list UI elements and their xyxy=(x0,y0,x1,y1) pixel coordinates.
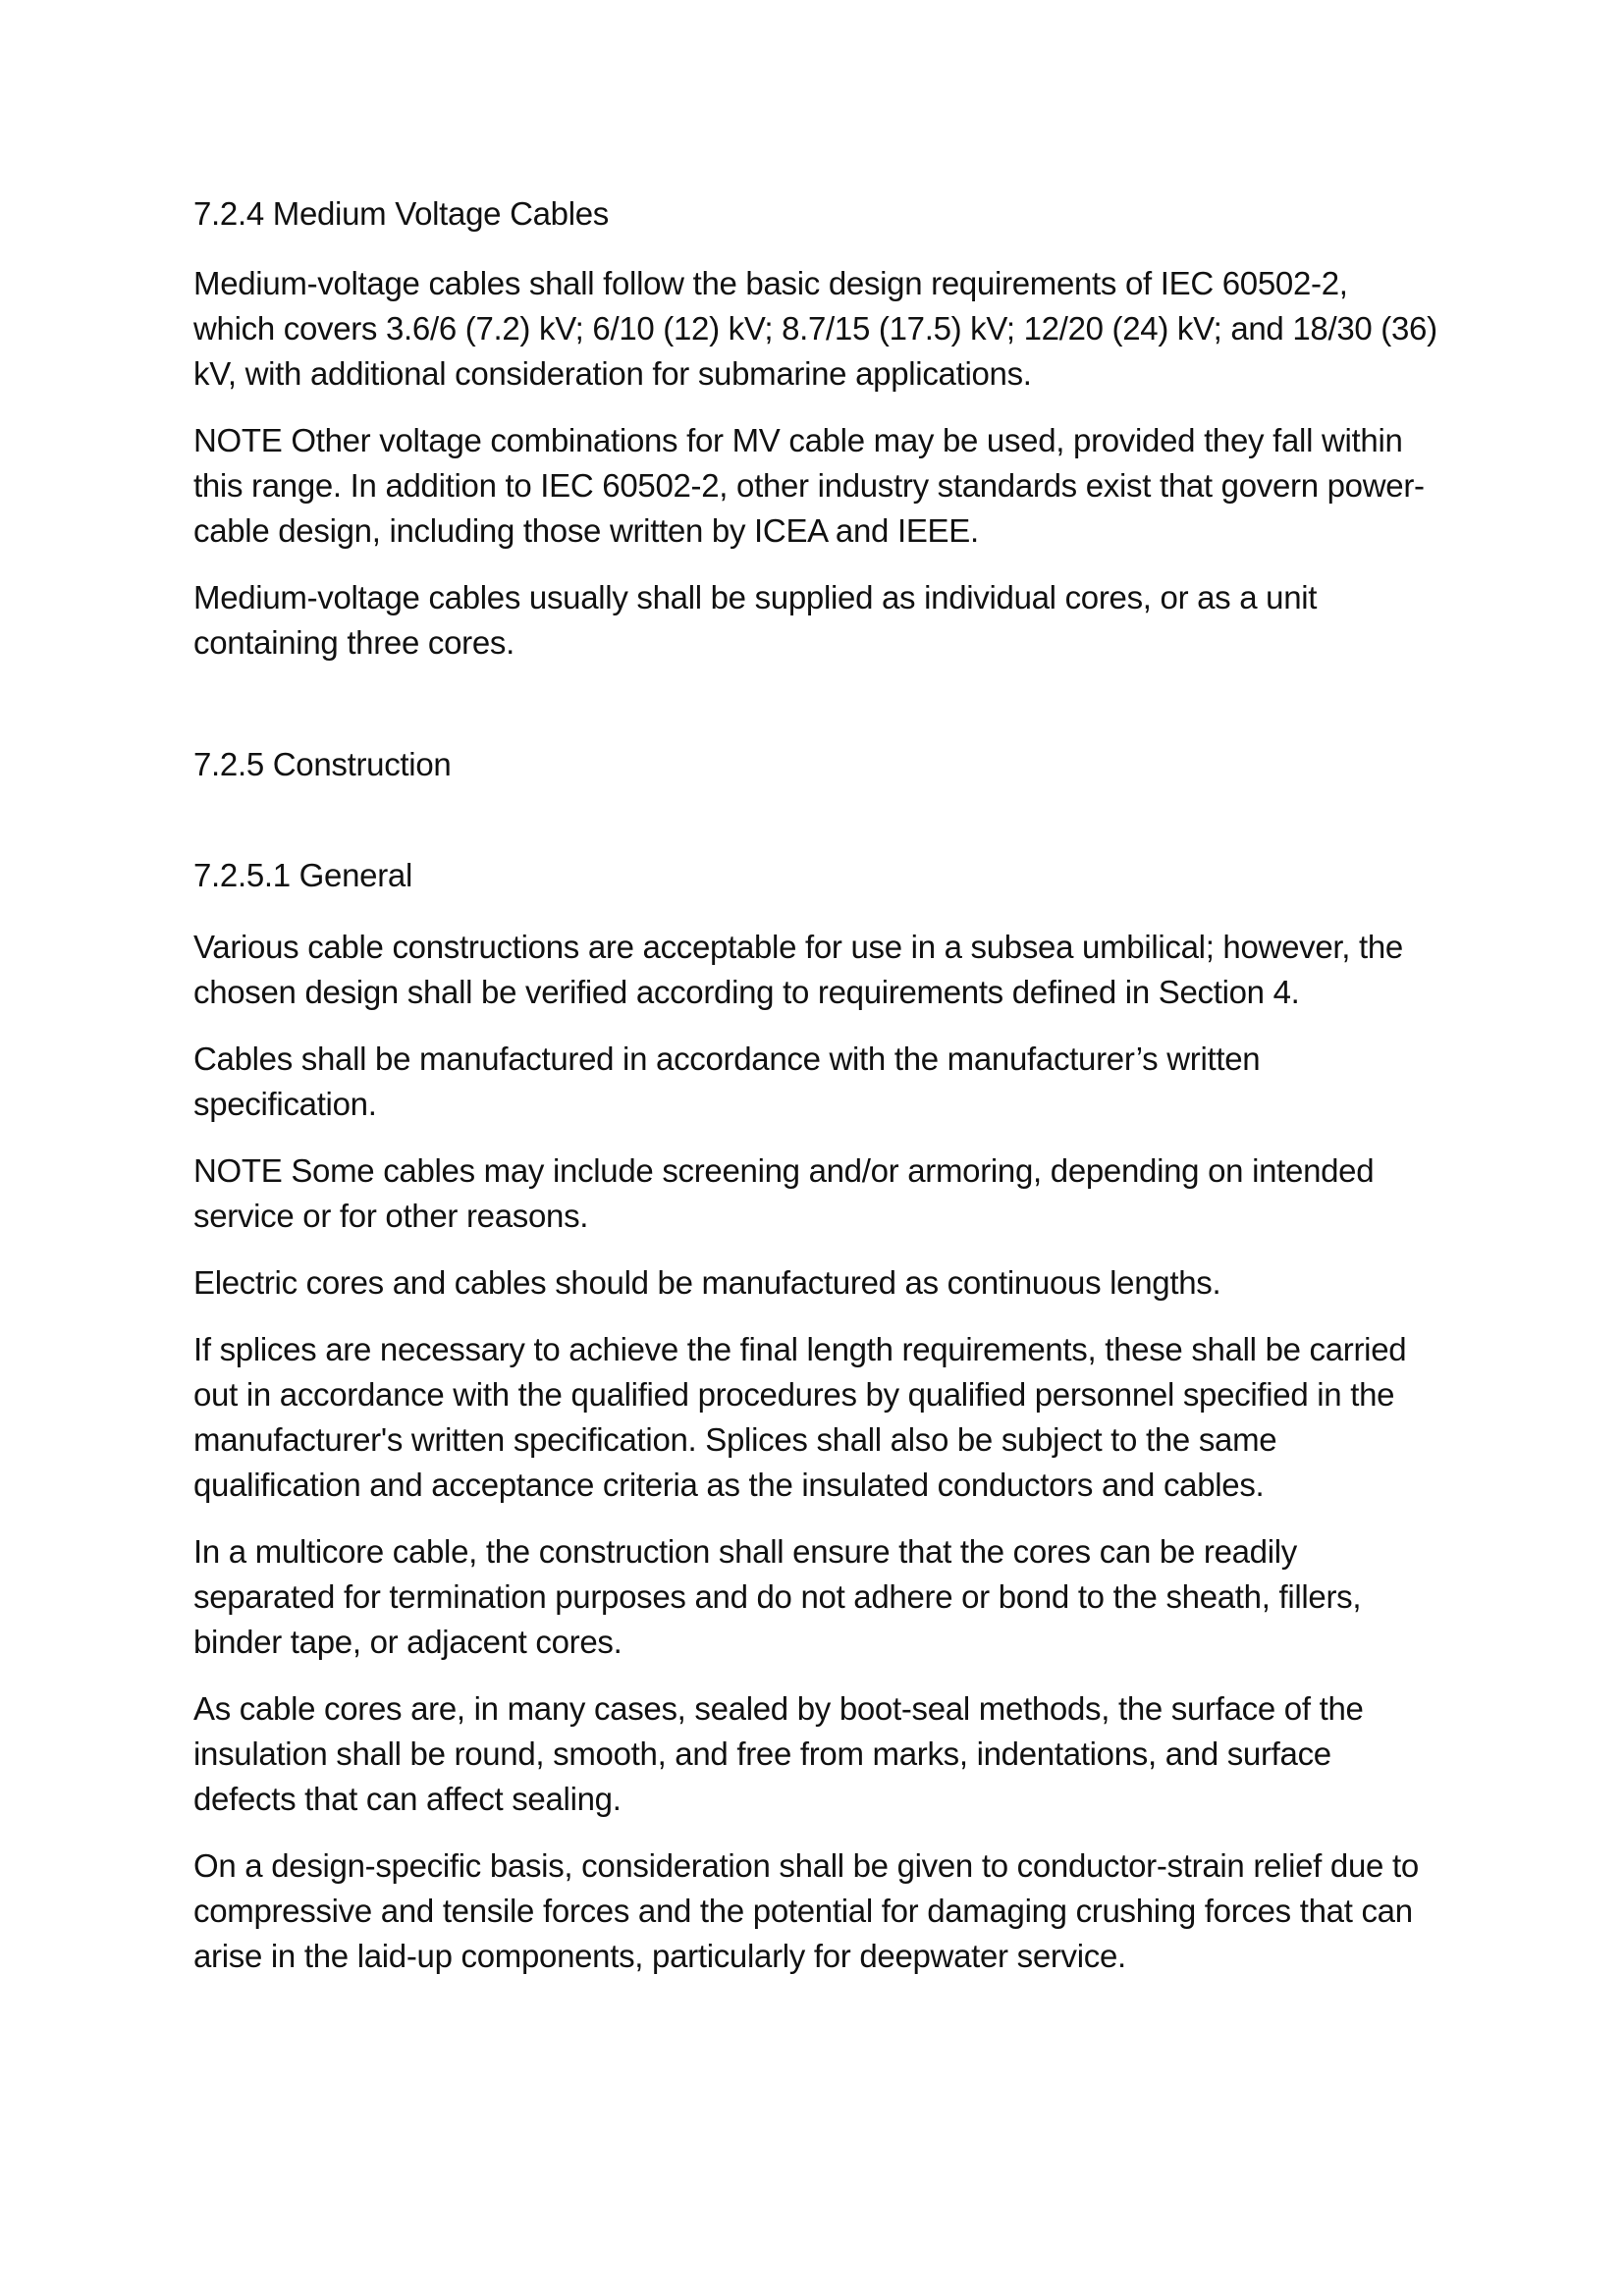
text-line: containing three cores. xyxy=(193,624,514,661)
text-line: manufacturer's written specification. Splices shall also be subject to the same xyxy=(193,1421,1277,1458)
text-line: In a multicore cable, the construction shall ensure that the cores can be readily xyxy=(193,1533,1297,1570)
para-strain-relief xyxy=(193,1843,1509,1979)
text-line: this range. In addition to IEC 60502-2, other industry standards exist that govern power- xyxy=(193,467,1425,504)
para-multicore-separation xyxy=(193,1529,1509,1665)
heading-7-2-4-medium-voltage-cables xyxy=(193,191,1509,237)
text-line: Cables shall be manufactured in accordance with the manufacturer’s written xyxy=(193,1041,1261,1077)
text-line: chosen design shall be verified according to requirements defined in Section 4. xyxy=(193,974,1300,1010)
text-line: insulation shall be round, smooth, and free from marks, indentations, and surface xyxy=(193,1735,1331,1772)
para-manufactured-per-spec xyxy=(193,1037,1509,1127)
para-boot-seal-surface xyxy=(193,1686,1509,1822)
para-supplied-as-cores xyxy=(193,575,1509,666)
note-screening-armoring xyxy=(193,1148,1509,1239)
text-line: NOTE Other voltage combinations for MV cable may be used, provided they fall within xyxy=(193,422,1403,458)
para-splices xyxy=(193,1327,1509,1508)
text-line: specification. xyxy=(193,1086,377,1122)
heading-7-2-5-construction xyxy=(193,742,1509,787)
para-various-constructions xyxy=(193,925,1509,1015)
text-line: Medium-voltage cables shall follow the basic design requirements of IEC 60502-2, xyxy=(193,265,1348,301)
text-line: defects that can affect sealing. xyxy=(193,1781,622,1817)
text-line: As cable cores are, in many cases, sealed by boot-seal methods, the surface of the xyxy=(193,1690,1364,1727)
text-line: cable design, including those written by ICEA and IEEE. xyxy=(193,512,979,549)
heading-7-2-5-1-general xyxy=(193,853,1509,898)
text-line: If splices are necessary to achieve the final length requirements, these shall be carried xyxy=(193,1331,1407,1367)
text-line: which covers 3.6/6 (7.2) kV; 6/10 (12) kV; 8.7/15 (17.5) kV; 12/20 (24) kV; and 18/30 (36) xyxy=(193,310,1437,347)
text-line: binder tape, or adjacent cores. xyxy=(193,1624,623,1660)
para-mv-design-requirements xyxy=(193,261,1509,397)
text-line: separated for termination purposes and do not adhere or bond to the sheath, fillers, xyxy=(193,1578,1362,1615)
text-line: On a design-specific basis, consideration shall be given to conductor-strain relief due to xyxy=(193,1847,1419,1884)
heading-text: 7.2.5 Construction xyxy=(193,746,452,782)
document-content xyxy=(193,191,1509,2001)
heading-text: 7.2.4 Medium Voltage Cables xyxy=(193,195,609,232)
text-line: compressive and tensile forces and the potential for damaging crushing forces that can xyxy=(193,1893,1413,1929)
text-line: Electric cores and cables should be manufactured as continuous lengths. xyxy=(193,1264,1221,1301)
text-line: qualification and acceptance criteria as the insulated conductors and cables. xyxy=(193,1467,1265,1503)
text-line: NOTE Some cables may include screening and/or armoring, depending on intended xyxy=(193,1152,1375,1189)
text-line: arise in the laid-up components, particularly for deepwater service. xyxy=(193,1938,1126,1974)
text-line: kV, with additional consideration for submarine applications. xyxy=(193,355,1032,392)
text-line: Various cable constructions are acceptable for use in a subsea umbilical; however, the xyxy=(193,929,1403,965)
note-other-voltage-combinations xyxy=(193,418,1509,554)
heading-text: 7.2.5.1 General xyxy=(193,857,412,893)
para-continuous-lengths xyxy=(193,1260,1509,1306)
text-line: out in accordance with the qualified procedures by qualified personnel specified in the xyxy=(193,1376,1395,1413)
text-line: Medium-voltage cables usually shall be supplied as individual cores, or as a unit xyxy=(193,579,1318,615)
text-line: service or for other reasons. xyxy=(193,1198,589,1234)
